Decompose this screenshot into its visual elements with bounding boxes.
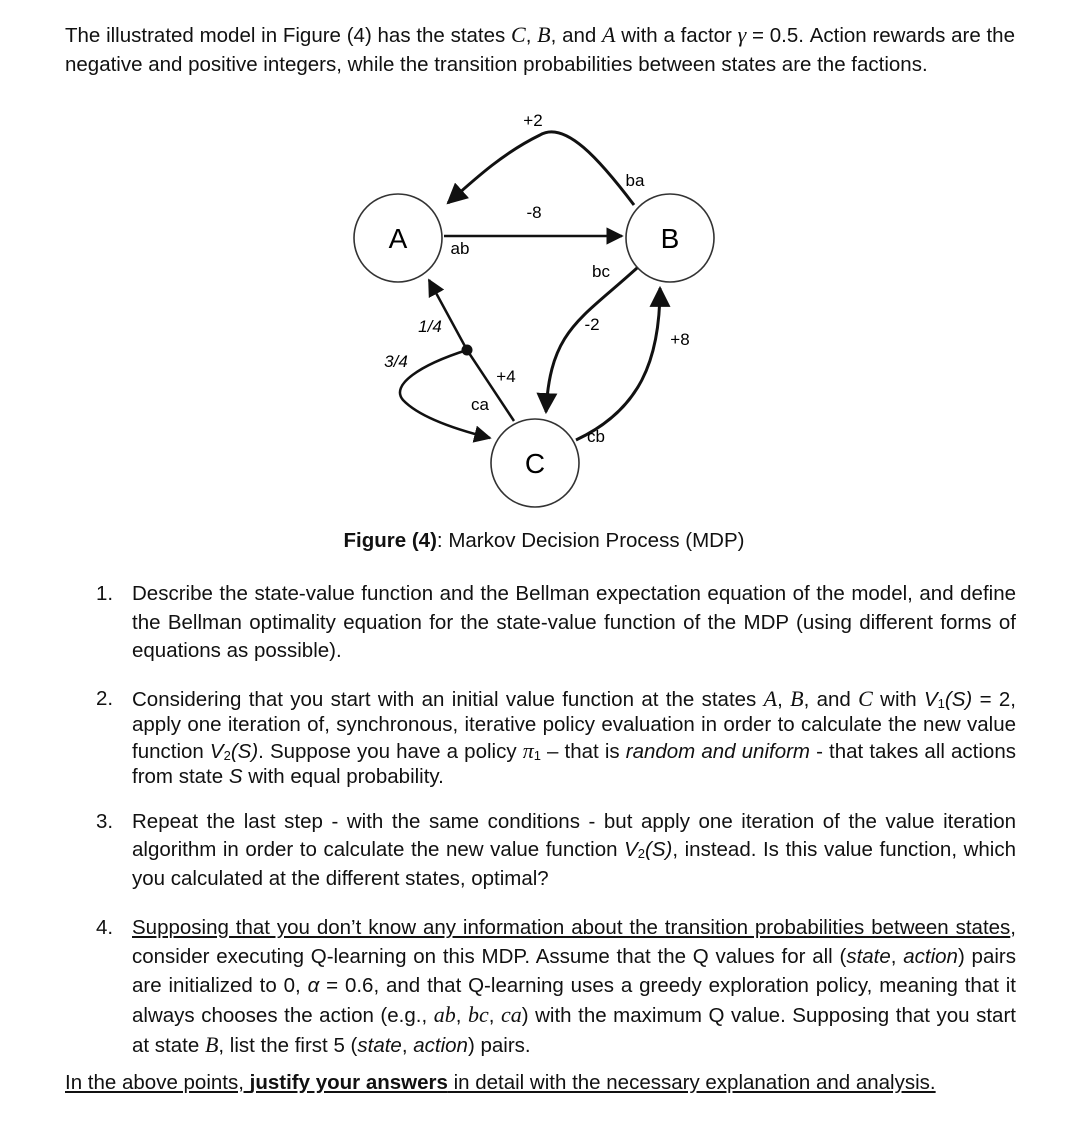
question-3: 3. Repeat the last step - with the same conditions - but apply one iteration of the value iteration algorithm in order to calculate the new value function $V_2(S)$, instead. Is this value function, which you calculated at the different states, optimal? [96,809,1016,890]
figure-caption: Figure (4): Markov Decision Process (MDP) [343,529,745,552]
gamma-symbol: γ [737,22,747,47]
edge-ba [448,132,634,205]
reward-ca: +4 [496,367,516,386]
question-4: 4. Supposing that you don’t know any information about the transition probabilities between states, consider executing Q-learning on this MDP. Assume that the Q values for all (state, action) pairs are initialized to 0, α = 0.6, and that Q-learning uses a greedy exploration policy, meaning that it always chooses the action (e.g., ab, bc, ca) with the maximum Q value. Supposing that you start at state B, list the first 5 (state, action) pairs. [96,916,1017,1057]
reward-ab: -8 [526,203,542,222]
edge-bc [546,268,637,412]
state-c-label: C [524,448,546,479]
edge-ca-to-a [429,280,467,350]
prob-ca-to-a: 1/4 [418,317,442,336]
action-cb-label: cb [587,427,605,446]
action-ab-label: ab [450,239,470,258]
reward-bc: -2 [584,315,600,334]
state-a-symbol: A [602,22,616,47]
question-list [96,580,1016,1060]
question-2: 2. Considering that you start with an initial value function at the states A, B, and C with $V_1(S) = 2$, apply one iteration of, synchronous, iterative policy evaluation in order to calculate the new value function $V_2(S)$. Suppose you have a policy $\pi_1$ – that is random and uniform - that takes all actions from state S with equal probability. [96,685,1016,788]
reward-cb: +8 [670,330,690,349]
prob-ca-to-c: 3/4 [384,352,408,371]
footer-instruction: In the above points, justify your answers in detail with the necessary explanation and analysis. [65,1071,936,1094]
mdp-diagram [340,106,740,516]
state-c-symbol: C [511,22,526,47]
reward-ba: +2 [523,111,543,130]
question-1: 1. Describe the state-value function and the Bellman expectation equation of the model, and define the Bellman optimality equation for the state-value function of the MDP (using different forms of equations as possible). [96,582,1016,662]
action-bc-label: bc [592,262,610,281]
state-a-label: A [388,223,408,254]
action-ba-label: ba [625,171,645,190]
state-b-label: B [660,223,680,254]
intro-paragraph: The illustrated model in Figure (4) has the states C, B, and A with a factor γ = 0.5. Action rewards are the negative and positive integers, while the transition probabilities between states are the factions. [65,22,1015,76]
state-b-symbol: B [537,22,551,47]
action-ca-label: ca [471,395,489,414]
